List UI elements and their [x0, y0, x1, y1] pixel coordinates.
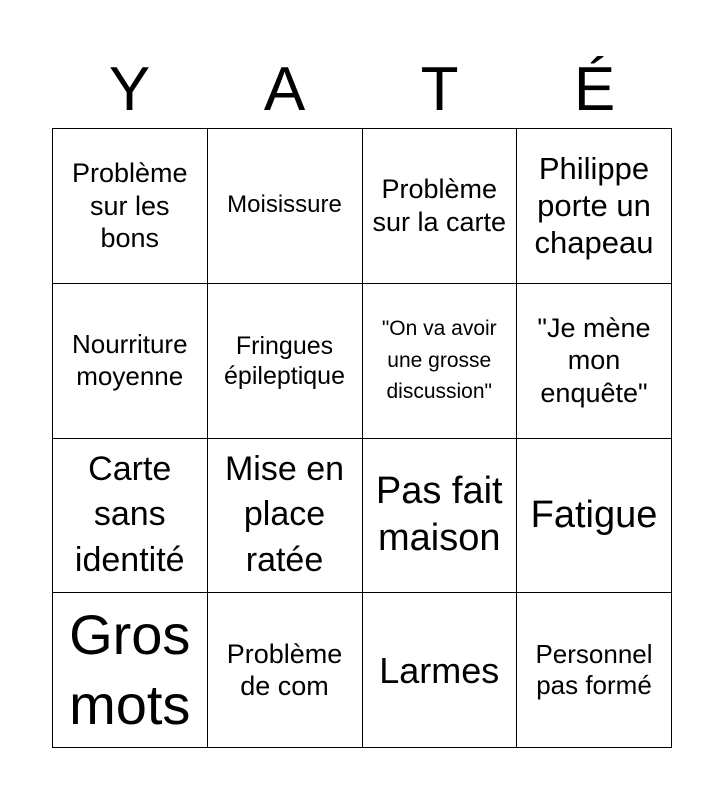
bingo-cell[interactable]: Philippe porte un chapeau [517, 129, 672, 284]
bingo-grid [52, 128, 672, 748]
bingo-cell[interactable]: Pas fait maison [363, 439, 518, 594]
bingo-cell[interactable]: "On va avoir une grosse discussion" [363, 284, 518, 439]
bingo-cell[interactable]: Moisissure [208, 129, 363, 284]
bingo-cell[interactable]: Personnel pas formé [517, 593, 672, 748]
header-letter-e: É [573, 55, 616, 124]
header-letter-t: T [420, 55, 459, 124]
bingo-cell[interactable]: Problème de com [208, 593, 363, 748]
bingo-cell[interactable]: Problème sur la carte [363, 129, 518, 284]
bingo-cell[interactable]: Carte sans identité [53, 439, 208, 594]
bingo-cell[interactable]: Mise en place ratée [208, 439, 363, 594]
bingo-cell[interactable]: Larmes [363, 593, 518, 748]
bingo-cell[interactable]: Problème sur les bons [53, 129, 208, 284]
bingo-cell[interactable]: Fringues épileptique [208, 284, 363, 439]
bingo-cell[interactable]: Gros mots [53, 593, 208, 748]
bingo-cell[interactable]: Fatigue [517, 439, 672, 594]
header-letter-a: A [263, 55, 306, 124]
bingo-header [52, 52, 672, 128]
header-letter-y: Y [108, 55, 151, 124]
bingo-cell[interactable]: "Je mène mon enquête" [517, 284, 672, 439]
bingo-cell[interactable]: Nourriture moyenne [53, 284, 208, 439]
